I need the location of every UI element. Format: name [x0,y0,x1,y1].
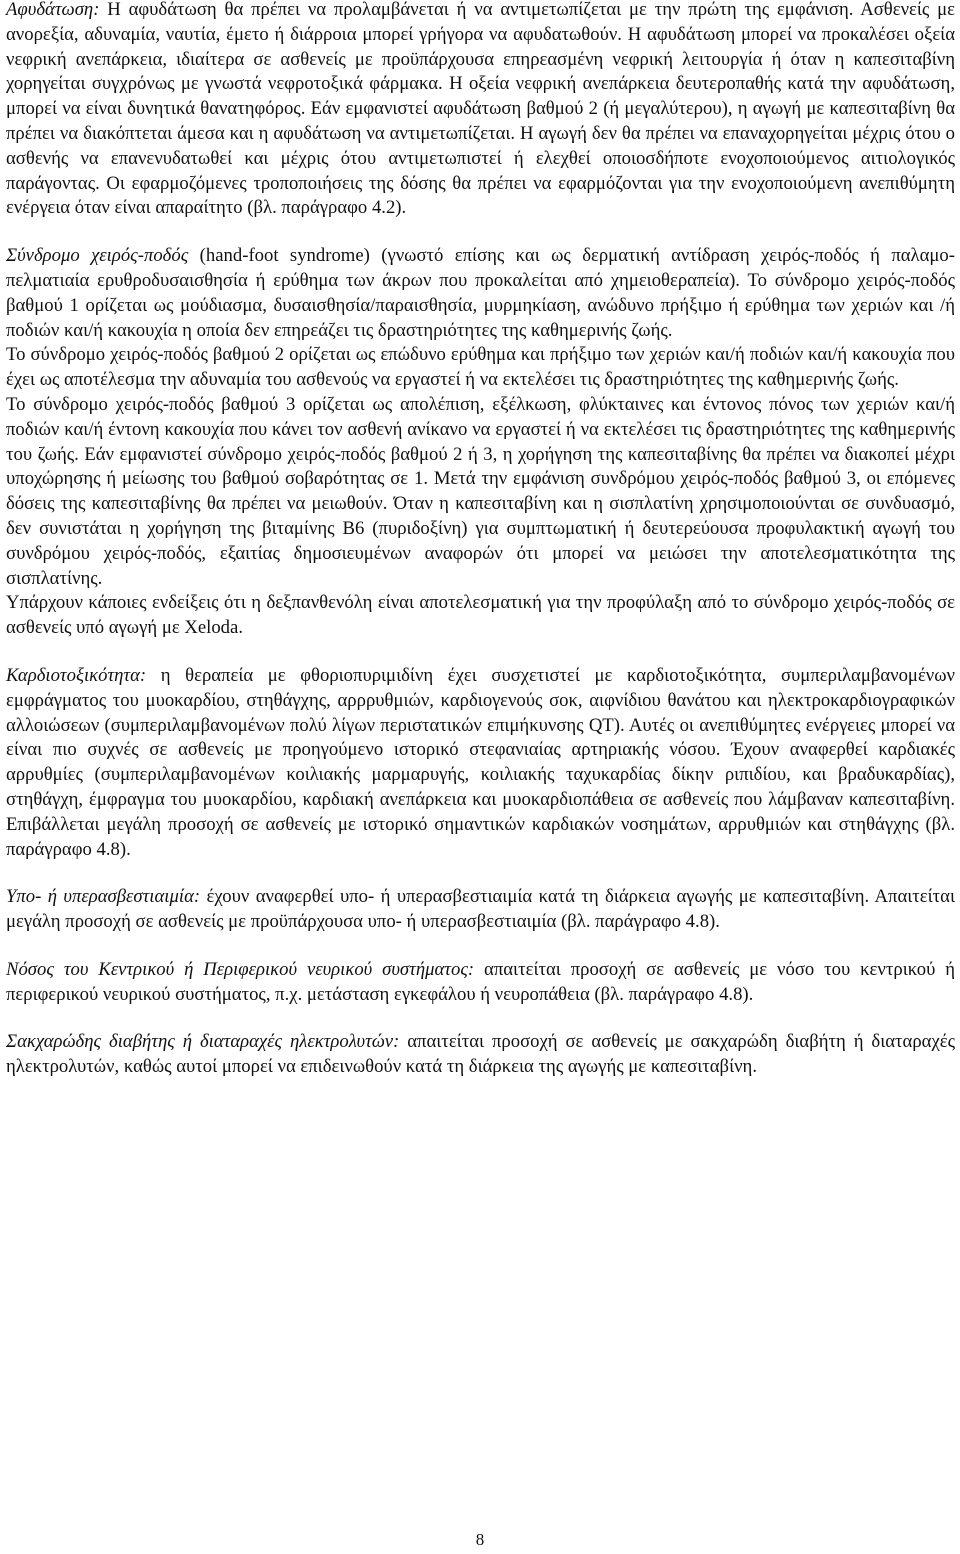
paragraph: Υπάρχουν κάποιες ενδείξεις ότι η δεξπανθενόλη είναι αποτελεσματική για την προφύλαξη από το σύνδρομο χειρός-ποδός σε ασθενείς υπό αγωγή με Xeloda. [6,592,955,639]
paragraph [6,958,955,1008]
section-nervous-system [6,958,955,1008]
section-lead-nervous-system: Νόσος του Κεντρικού ή Περιφερικού νευρικού συστήματος: [6,958,475,980]
section-lead-calcaemia: Υπο- ή υπερασβεστιαιμία: [6,886,201,908]
section-cardiotoxicity [6,664,955,862]
section-lead-dehydration: Αφυδάτωση: [6,0,100,20]
paragraph-text: η θεραπεία με φθοριοπυριμιδίνη έχει συσχετιστεί με καρδιοτοξικότητα, συμπεριλαμβανομένων εμφράγματος του μυοκαρδίου, στηθάγχης, αρρρυθμιών, καρδιογενούς σοκ, αιφνίδιου θανάτου και ηλεκτροκαρδιογραφικών αλλοιώσεων (συμπεριλαμβανομένων πολύ λίγων περιστατικών επιμήκυνσης QT). Αυτές οι ανεπιθύμητες ενέργειες μπορεί να είναι πιο συχνές σε ασθενείς με προηγούμενο ιστορικό στεφανιαίας αρτηριακής νόσου. Έχουν αναφερθεί καρδιακές αρρυθμίες (συμπεριλαμβανομένων κοιλιακής μαρμαρυγής, κοιλιακής ταχυκαρδίας δίκην ριπιδίου, και βραδυκαρδίας), στηθάγχη, έμφραγμα του μυοκαρδίου, καρδιακή ανεπάρκεια και μυοκαρδιοπάθεια σε ασθενείς που λάμβαναν καπεσιταβίνη. Επιβάλλεται μεγάλη προσοχή σε ασθενείς με ιστορικό σημαντικών καρδιακών νοσημάτων, αρρυθμιών και στηθάγχης (βλ. παράγραφο 4.8). [6,664,955,860]
section-lead-cardiotoxicity: Καρδιοτοξικότητα: [6,664,147,686]
paragraph: Το σύνδρομο χειρός-ποδός βαθμού 2 ορίζεται ως επώδυνο ερύθημα και πρήξιμο των χεριών και/ή ποδιών και/ή κακουχία που έχει ως αποτέλεσμα την αδυναμία του ασθενούς να εργαστεί ή να εκτελέσει τις δραστηριότητες της καθημερινής ζωής. [6,344,955,391]
section-dehydration [6,0,955,221]
paragraph-text: Η αφυδάτωση θα πρέπει να προλαμβάνεται ή να αντιμετωπίζεται με την πρώτη της εμφάνιση. Ασθενείς με ανορεξία, αδυναμία, ναυτία, έμετο ή διάρροια μπορεί γρήγορα να αφυδατωθούν. Η αφυδάτωση μπορεί να προκαλέσει οξεία νεφρική ανεπάρκεια, ιδιαίτερα σε ασθενείς με προϋπάρχουσα επηρεασμένη νεφρική λειτουργία ή όταν η καπεσιταβίνη χορηγείται συγχρόνως με γνωστά νεφροτοξικά φάρμακα. Η οξεία νεφρική ανεπάρκεια δευτεροπαθής κατά την αφυδάτωση, μπορεί να είναι δυνητικά θανατηφόρος. Εάν εμφανιστεί αφυδάτωση βαθμού 2 (ή μεγαλύτερου), η αγωγή με καπεσιταβίνη θα πρέπει να διακόπτεται άμεσα και η αφυδάτωση να αντιμετωπίζεται. Η αγωγή δεν θα πρέπει να επαναχορηγείται μέχρις ότου ο ασθενής να επανενυδατωθεί και μέχρις ότου αντιμετωπιστεί ή ελεχθεί οποιοσδήποτε ενοχοποιούμενος αιτιολογικός παράγοντας. Οι εφαρμοζόμενες τροποποιήσεις της δόσης θα πρέπει να εφαρμόζονται για την ενοχοποιούμενη ανεπιθύμητη ενέργεια όταν είναι απαραίτητο (βλ. παράγραφο 4.2). [6,0,955,219]
section-lead-diabetes-electrolytes: Σακχαρώδης διαβήτης ή διαταραχές ηλεκτρολυτών: [6,1031,400,1053]
page-number: 8 [475,1530,485,1549]
paragraph-text: (hand-foot syndrome) (γνωστό επίσης και ως δερματική αντίδραση χειρός-ποδός ή παλαμο-πελματιαία ερυθροδυσαισθησία ή ερύθημα των άκρων που προκαλείται από χημειοθεραπεία). Το σύνδρομο χειρός-ποδός βαθμού 1 ορίζεται ως μούδιασμα, δυσαισθησία/παραισθησία, μυρμηκίαση, ανώδυνο πρήξιμο ή ερύθημα των χεριών και /ή ποδιών και/ή κακουχία η οποία δεν επηρεάζει τις δραστηριότητες της καθημερινής ζωής. [6,245,955,341]
paragraph [6,244,955,343]
paragraph [6,664,955,862]
paragraph-text: έχουν αναφερθεί υπο- ή υπερασβεστιαιμία κατά τη διάρκεια αγωγής με καπεσιταβίνη. Απαιτείται μεγάλη προσοχή σε ασθενείς με προϋπάρχουσα υπο- ή υπερασβεστιαιμία (βλ. παράγραφο 4.8). [6,886,956,933]
paragraph [6,0,955,221]
paragraph-text: απαιτείται προσοχή σε ασθενείς με νόσο του κεντρικού ή περιφερικού νευρικού συστήματος, π.χ. μετάσταση εγκεφάλου ή νευροπάθεια (βλ. παράγραφο 4.8). [6,958,955,1005]
section-calcaemia [6,885,955,935]
section-diabetes-electrolytes [6,1030,955,1080]
section-lead-hand-foot-syndrome: Σύνδρομο χειρός-ποδός [6,245,189,267]
paragraph: Το σύνδρομο χειρός-ποδός βαθμού 3 ορίζεται ως απολέπιση, εξέλκωση, φλύκταινες και έντονος πόνος των χεριών και/ή ποδιών και/ή έντονη κακουχία που κάνει τον ασθενή ανίκανο να εργαστεί ή να εκτελέσει τις δραστηριότητες της καθημερινής του ζωής. Εάν εμφανιστεί σύνδρομο χειρός-ποδός βαθμού 2 ή 3, η χορήγηση της καπεσιταβίνης θα πρέπει να διακοπεί μέχρι υποχώρησης ή μείωσης του βαθμού σοβαρότητας σε 1. Μετά την εμφάνιση συνδρόμου χειρός-ποδός βαθμού 3, οι επόμενες δόσεις της καπεσιταβίνης θα πρέπει να μειωθούν. Όταν η καπεσιταβίνη και η σισπλατίνη χρησιμοποιούνται σε συνδυασμό, δεν συνιστάται η χορήγηση της βιταμίνης Β6 (πυριδοξίνη) για συμπτωματική ή δευτερεύουσα προφυλακτική αγωγή του συνδρόμου χειρός-ποδός, εξαιτίας δημοσιευμένων αναφορών ότι μπορεί να μειώσει την αποτελεσματικότητα της σισπλατίνης. [6,393,955,589]
section-hand-foot-syndrome [6,244,955,641]
paragraph [6,885,955,935]
paragraph [6,1030,955,1080]
paragraph-text: απαιτείται προσοχή σε ασθενείς με σακχαρώδη διαβήτη ή διαταραχές ηλεκτρολυτών, καθώς αυτοί μπορεί να επιδεινωθούν κατά τη διάρκεια της αγωγής με καπεσιταβίνη. [6,1031,955,1078]
